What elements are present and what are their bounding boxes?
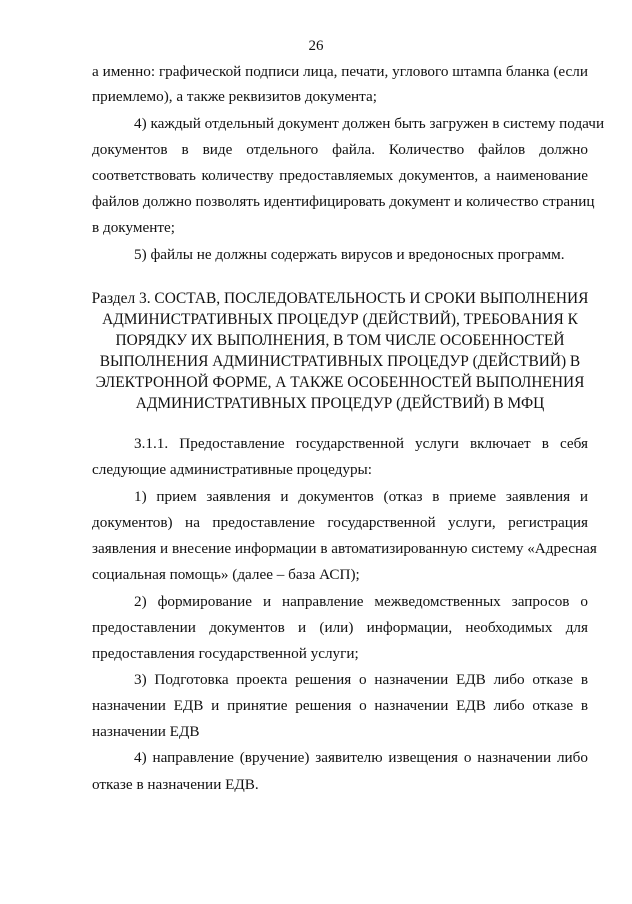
- paragraph-line: а именно: графической подписи лица, печати, углового штампа бланка (если: [92, 63, 588, 80]
- paragraph-line: предоставлении документов и (или) информации, необходимых для: [92, 619, 588, 636]
- paragraph-line: документов) на предоставление государственной услуги, регистрация: [92, 514, 588, 531]
- section-heading-line: ЭЛЕКТРОННОЙ ФОРМЕ, А ТАКЖЕ ОСОБЕННОСТЕЙ ВЫПОЛНЕНИЯ: [95, 374, 585, 391]
- paragraph-line: документов в виде отдельного файла. Количество файлов должно: [92, 141, 588, 158]
- section-heading-line: Раздел 3. СОСТАВ, ПОСЛЕДОВАТЕЛЬНОСТЬ И СРОКИ ВЫПОЛНЕНИЯ: [91, 290, 589, 307]
- paragraph-line: файлов должно позволять идентифицировать документ и количество страниц: [92, 193, 595, 210]
- list-item-line: 1) прием заявления и документов (отказ в приеме заявления и: [134, 488, 588, 505]
- paragraph-line: соответствовать количеству предоставляемых документов, а наименование: [92, 167, 588, 184]
- section-heading-line: ВЫПОЛНЕНИЯ АДМИНИСТРАТИВНЫХ ПРОЦЕДУР (ДЕЙСТВИЙ) В: [99, 353, 581, 370]
- paragraph-line: приемлемо), а также реквизитов документа;: [92, 88, 377, 105]
- page-number: 26: [308, 38, 324, 54]
- list-item-line: 5) файлы не должны содержать вирусов и вредоносных программ.: [134, 246, 565, 263]
- list-item-line: 4) каждый отдельный документ должен быть загружен в систему подачи: [134, 115, 605, 132]
- section-heading-line: ПОРЯДКУ ИХ ВЫПОЛНЕНИЯ, В ТОМ ЧИСЛЕ ОСОБЕННОСТЕЙ: [115, 332, 565, 349]
- list-item-line: 4) направление (вручение) заявителю извещения о назначении либо: [134, 749, 588, 766]
- paragraph-line: в документе;: [92, 219, 175, 236]
- list-item-line: 2) формирование и направление межведомственных запросов о: [134, 593, 588, 610]
- section-heading-line: АДМИНИСТРАТИВНЫХ ПРОЦЕДУР (ДЕЙСТВИЙ), ТРЕБОВАНИЯ К: [102, 311, 578, 328]
- paragraph-line: следующие административные процедуры:: [92, 461, 372, 478]
- paragraph-line: 3.1.1. Предоставление государственной услуги включает в себя: [134, 435, 588, 452]
- paragraph-line: предоставления государственной услуги;: [92, 645, 359, 662]
- paragraph-line: назначении ЕДВ: [92, 723, 200, 740]
- paragraph-line: социальная помощь» (далее – база АСП);: [92, 566, 360, 583]
- section-heading-line: АДМИНИСТРАТИВНЫХ ПРОЦЕДУР (ДЕЙСТВИЙ) В МФЦ: [135, 395, 545, 412]
- paragraph-line: заявления и внесение информации в автоматизированную систему «Адресная: [92, 540, 597, 557]
- paragraph-line: отказе в назначении ЕДВ.: [92, 776, 259, 793]
- list-item-line: 3) Подготовка проекта решения о назначении ЕДВ либо отказе в: [134, 671, 588, 688]
- paragraph-line: назначении ЕДВ и принятие решения о назначении ЕДВ либо отказе в: [92, 697, 588, 714]
